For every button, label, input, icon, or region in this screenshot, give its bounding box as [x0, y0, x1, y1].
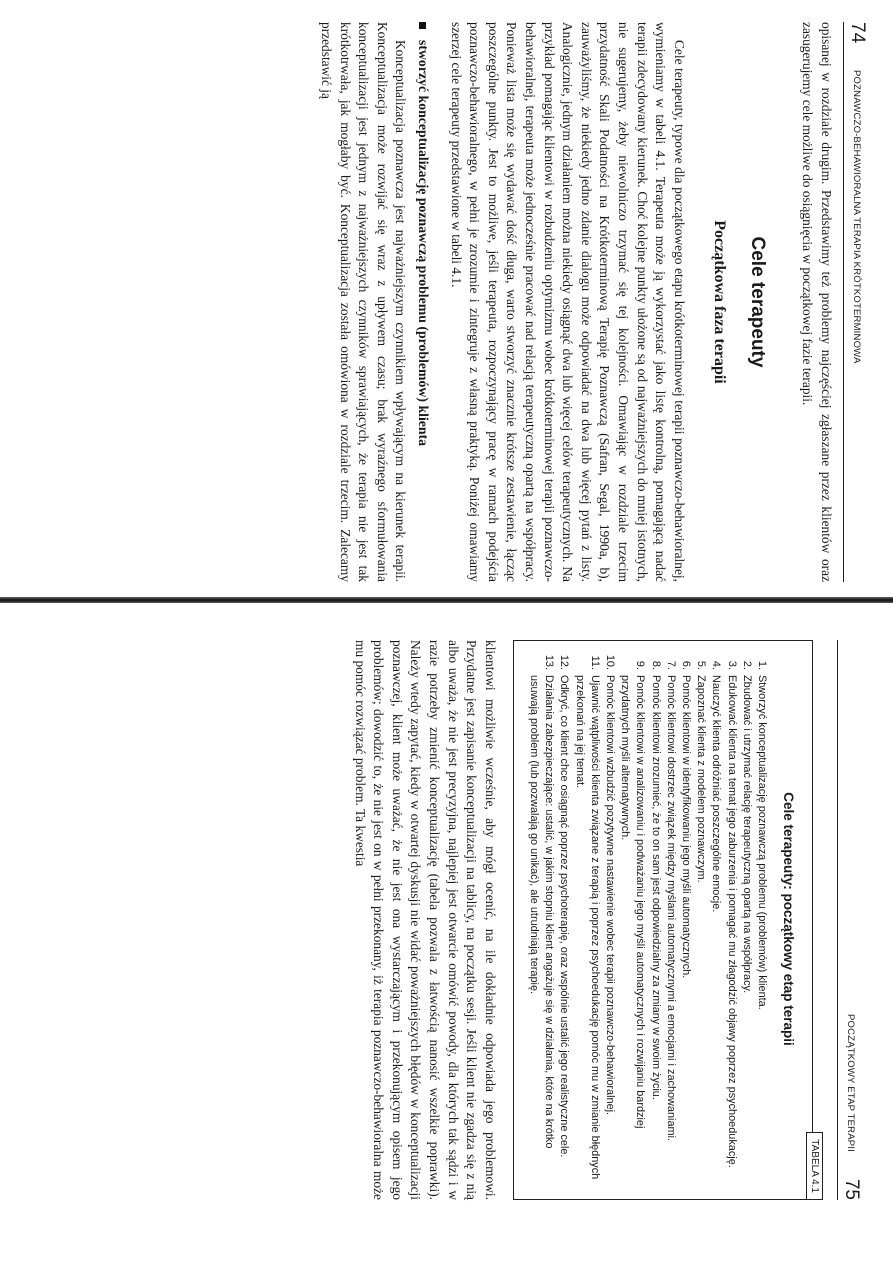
goal-item: 11. Ujawnić wątpliwości klienta związane z terapią i poprzez psychoedukację pomóc mu w zmianie błędnych przekonań na jej temat. [571, 673, 601, 1185]
left-running-head: POZNAWCZO-BEHAWIORALNA TERAPIA KRÓTKOTERMINOWA [851, 70, 862, 364]
goals-list [526, 653, 769, 1185]
intro-paragraph: opisanej w rozdziale drugim. Przedstawimy też problemy najczęściej zgłaszane przez klientów oraz zasugerujemy cele możliwe do osiągnięcia w początkowej fazie terapii. [800, 22, 834, 582]
table-title: Cele terapeuty: początkowy etap terapii [781, 792, 796, 1046]
bullet-square-icon [419, 22, 426, 29]
body-paragraph-1: Cele terapeuty, typowe dla początkowego etapu krótkoterminowej terapii poznawczo-behawioralnej, wymieniamy w tabeli 4.1. Terapeuta może ją wykorzystać jako listę kontrolną, pomagającą nadać terapii zdecydowany kierunek. Choć kolejne punkty ułożone są od najważniejszych do mniej istotnych, nie sugerujemy, żeby niewolniczo trzymać się tej kolejności. Omawiając w rozdziale trzecim przydatność Skali Podatności na Krótkoterminową Terapię Poznawczą (Safran, Segal, 1990a, b), zauważyliśmy, że niekiedy jedno zdanie dialogu może odpowiadać na dwa lub więcej pytań z listy. Analogicznie, jednym działaniem można niekiedy osiągnąć dwa lub więcej celów terapeutycznych. Na przykład pomagając klientowi w rozbudzeniu optymizmu wobec krótkoterminowej terapii poznawczo-behawioralnej, terapeuta może jednocześnie pracować nad relacją terapeutyczną opartą na współpracy. Ponieważ lista może się wydawać dość długa, warto stworzyć znacznie krótsze zestawienie, łącząc poszczególne punkty. Jest to możliwe, jeśli terapeuta, rozpoczynający pracę w ramach podejścia poznawczo-behawioralnego, w pełni je zrozumie i zintegruje z własną praktyką. Poniżej omawiamy szerzej cele terapeuty przedstawione w tabeli 4.1. [448, 22, 687, 582]
goal-item: 2. Zbudować i utrzymać relację terapeutyczną opartą na współpracy. [739, 673, 754, 1185]
goal-item: 3. Edukować klienta na temat jego zaburzenia i pomagać mu złagodzić objawy poprzez psychoedukację. [723, 673, 738, 1185]
left-page-header [843, 22, 868, 582]
goal-item: 13. Działania zabezpieczające: ustalić, w jakim stopniu klient angażuje się w działania, które na krótko usuwają problem (lub pozwalają go unikać), ale utrudniają terapię. [526, 673, 556, 1185]
right-page-header [837, 640, 862, 1200]
page-fold-divider [0, 597, 893, 603]
goal-item: 5. Zapoznać klienta z modelem poznawczym. [693, 673, 708, 1185]
right-page [350, 640, 862, 1200]
left-page [317, 22, 868, 582]
goal-item: 4. Nauczyć klienta odróżniać poszczególne emocje. [708, 673, 723, 1185]
right-page-number: 75 [841, 1178, 862, 1200]
bullet-heading-text: stworzyć konceptualizację poznawczą problemu (problemów) klienta [416, 40, 432, 447]
chapter-title: Cele terapeuty [746, 236, 768, 368]
table-4-1 [513, 640, 820, 1200]
left-page-number: 74 [847, 22, 868, 44]
bullet-heading [414, 22, 433, 582]
table-tag: TABELA 4.1 [806, 1132, 823, 1200]
right-running-head: POCZĄTKOWY ETAP TERAPII [845, 1014, 856, 1152]
goal-item: 6. Pomóc klientowi w identyfikowaniu jego myśli automatycznych. [678, 673, 693, 1185]
goal-item: 9. Pomóc klientowi w analizowaniu i podważaniu jego myśli automatycznych i rozwijaniu bardziej przydatnych myśli alternatywnych. [617, 673, 647, 1185]
goal-item: 7. Pomóc klientowi dostrzec związek między myślami automatycznymi a emocjami i zachowaniami. [663, 673, 678, 1185]
body-paragraph-2: Konceptualizacja poznawcza jest najważniejszym czynnikiem wpływającym na kierunek terapii. Konceptualizacja może rozwijać się wraz z upływem czasu; brak wyraźnego sformułowania konceptualizacji jest jednym z najważniejszych czynników sprawiających, że terapia nie jest tak krótkotrwała, jak mogłaby być. Konceptualizacja została omówiona w rozdziale trzecim. Zalecamy przedstawić ją [319, 22, 409, 582]
goal-item: 12. Odkryć, co klient chce osiągnąć poprzez psychoterapię, oraz wspólnie ustalić jego realistyczne cele. [556, 673, 571, 1185]
right-body-paragraph: klientowi możliwie wcześnie, aby mógł ocenić, na ile dokładnie odpowiada jego problemowi. Przydatne jest zapisanie konceptualizacji na tablicy, na początku sesji. Jeśli klient nie zgadza się z nią albo uważa, że nie jest precyzyjna, najlepiej jest otwarcie omówić powody, dla których tak sądzi i w razie potrzeby zmienić konceptualizację (tabela pozwala z łatwością nanosić wszelkie poprawki). Należy wtedy zapytać, kiedy w otwartej dyskusji nie widać poważniejszych błędów w konceptualizacji poznawczej, klient może uważać, że nie jest ona wystarczającym i przekonującym opisem jego problemów; dowodzić to, że nie jest on w pełni przekonany, iż terapia poznawczo-behawioralna może mu pomóc rozwiązać problem. Ta kwestia [352, 640, 498, 1200]
goal-item: 1. Stworzyć konceptualizację poznawczą problemu (problemów) klienta. [754, 673, 769, 1185]
goal-item: 8. Pomóc klientowi zrozumieć, że to on sam jest odpowiedzialny za zmiany w swoim życiu. [647, 673, 662, 1185]
goal-item: 10. Pomóc klientowi wzbudzić pozytywne nastawienie wobec terapii poznawczo-behawioralnej. [602, 673, 617, 1185]
section-title: Początkowa faza terapii [710, 220, 728, 384]
